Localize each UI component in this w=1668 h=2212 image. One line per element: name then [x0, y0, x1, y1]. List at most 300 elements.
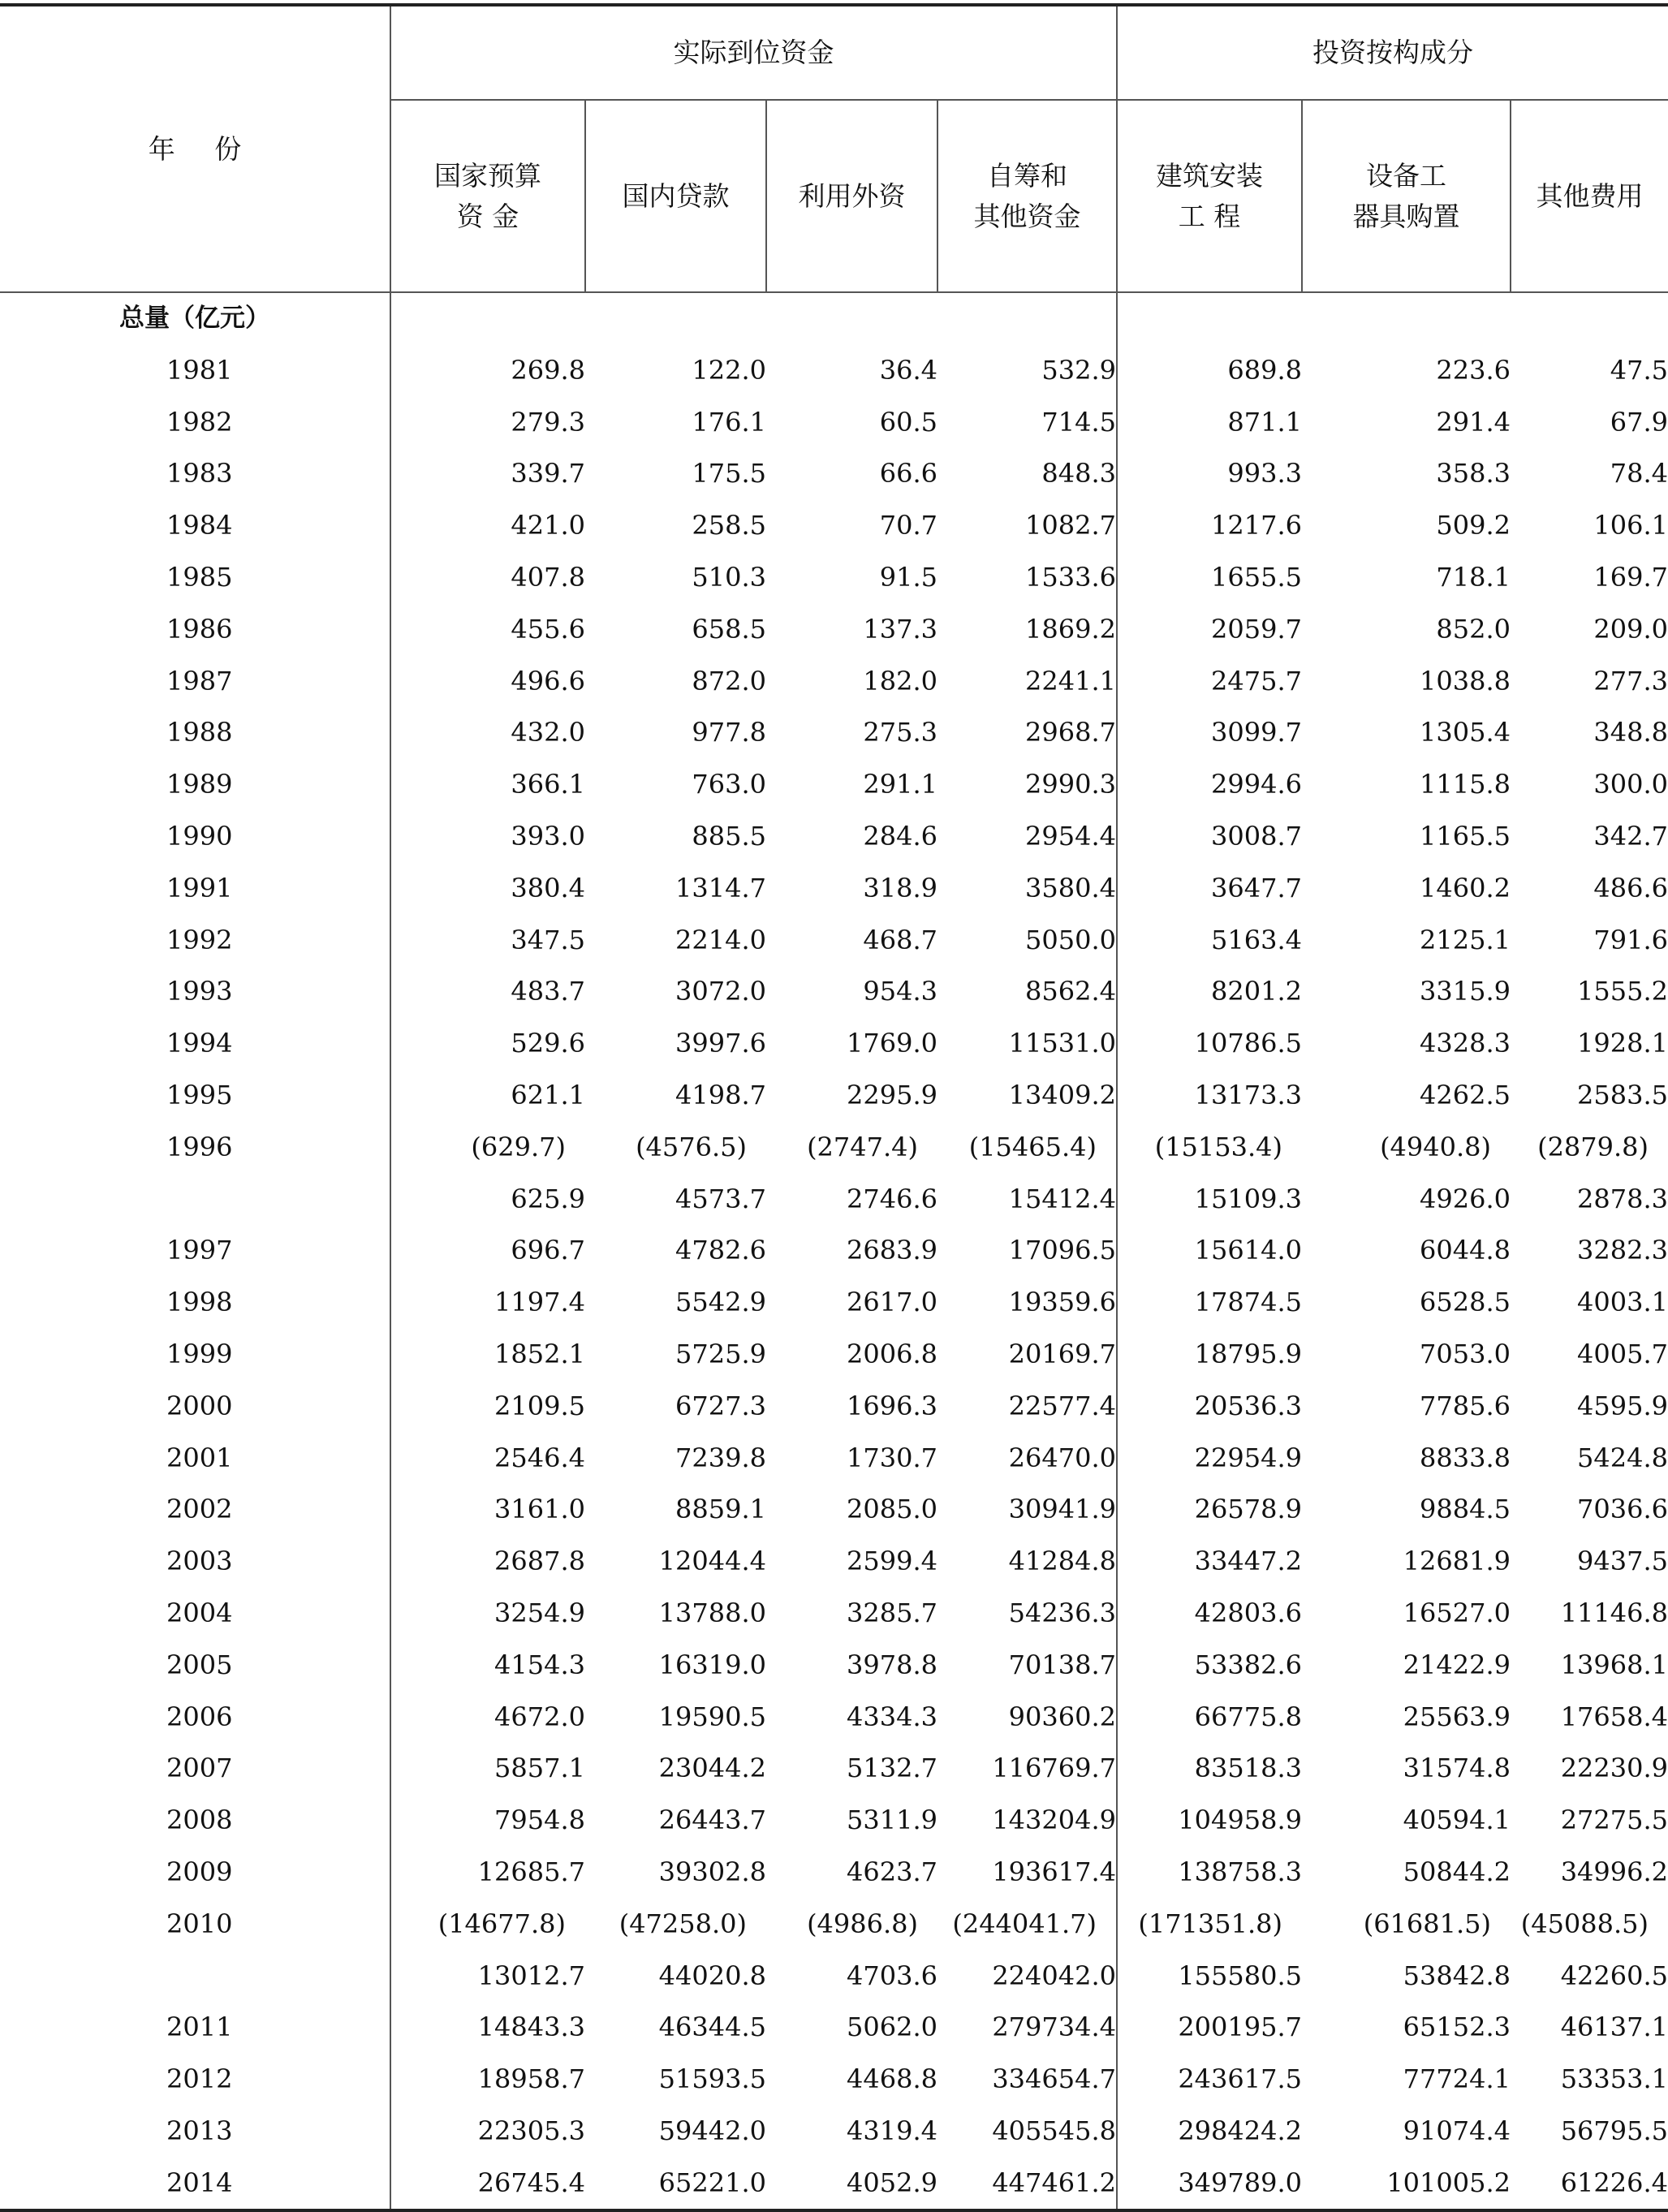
- other-costs-cell: 47.5: [1610, 354, 1668, 386]
- self-raised-other-cell: 143204.9: [992, 1805, 1116, 1836]
- other-costs-cell: 169.7: [1593, 561, 1668, 593]
- year-cell: 1981: [166, 354, 233, 386]
- construction-installation-cell: 8201.2: [1117, 966, 1302, 1018]
- table-row: [0, 811, 1668, 863]
- self-raised-other-cell: 17096.5: [1008, 1235, 1116, 1266]
- domestic-loans-cell: 7239.8: [675, 1442, 766, 1473]
- equipment-purchase-cell: 718.1: [1436, 561, 1511, 593]
- table-row: [0, 345, 1668, 397]
- table-row: [0, 604, 1668, 656]
- equipment-purchase-cell: (61681.5): [1363, 1908, 1491, 1939]
- other-costs-cell: 5424.8: [1577, 1442, 1668, 1473]
- foreign-investment-cell: 284.6: [863, 820, 937, 852]
- table-row: [0, 1070, 1668, 1122]
- state-budget-cell: 2546.4: [390, 1433, 585, 1485]
- self-raised-other-cell: 532.9: [1041, 354, 1116, 386]
- foreign-investment-cell: 5062.0: [847, 2011, 937, 2043]
- state-budget-cell: 13012.7: [390, 1951, 585, 2003]
- construction-installation-cell: 2059.7: [1117, 604, 1302, 656]
- construction-installation-cell: 3647.7: [1117, 863, 1302, 915]
- other-costs-cell: 67.9: [1610, 406, 1668, 438]
- year-cell: 2000: [166, 1390, 233, 1421]
- foreign-investment-cell: 1696.3: [847, 1390, 937, 1421]
- self-raised-other-cell: 1082.7: [1025, 510, 1116, 541]
- self-raised-other-cell: 3580.4: [1025, 872, 1116, 903]
- domestic-loans-cell: 2214.0: [675, 924, 766, 955]
- table-row: [0, 397, 1668, 449]
- column-header-line: 利用外资: [798, 179, 906, 212]
- other-costs-cell: 4003.1: [1577, 1287, 1668, 1318]
- other-costs-cell: 2878.3: [1577, 1183, 1668, 1214]
- foreign-investment-cell: 91.5: [879, 561, 937, 593]
- construction-installation-cell: 83518.3: [1117, 1743, 1302, 1795]
- construction-installation-cell: 1655.5: [1117, 552, 1302, 604]
- equipment-purchase-cell: 25563.9: [1403, 1701, 1511, 1732]
- domestic-loans-cell: 176.1: [692, 406, 766, 438]
- equipment-purchase-cell: 1115.8: [1420, 769, 1511, 800]
- state-budget-cell: 18958.7: [390, 2054, 585, 2106]
- domestic-loans-cell: 885.5: [692, 820, 766, 852]
- table-row: [0, 656, 1668, 708]
- equipment-purchase-cell: 1305.4: [1420, 717, 1511, 748]
- equipment-purchase-cell: 53842.8: [1403, 1960, 1511, 1991]
- table-row: [0, 1225, 1668, 1277]
- foreign-investment-cell: 2006.8: [847, 1338, 937, 1369]
- column-header-line: 工 程: [1178, 200, 1241, 232]
- year-column-header: 年 份: [0, 5, 390, 292]
- self-raised-other-cell: 26470.0: [1008, 1442, 1116, 1473]
- domestic-loans-cell: 8859.1: [675, 1494, 766, 1525]
- equipment-purchase-cell: 65152.3: [1403, 2011, 1511, 2043]
- domestic-loans-cell: 19590.5: [658, 1701, 766, 1732]
- equipment-purchase-cell: 291.4: [1436, 406, 1511, 438]
- year-cell: 1983: [166, 458, 233, 489]
- other-costs-cell: 486.6: [1593, 872, 1668, 903]
- self-raised-other-cell: 2990.3: [1025, 769, 1116, 800]
- year-cell: 1989: [166, 769, 233, 800]
- equipment-purchase-cell: 50844.2: [1403, 1856, 1511, 1887]
- investment-table: [0, 3, 1668, 2212]
- equipment-purchase-cell: (4940.8): [1380, 1131, 1491, 1162]
- state-budget-cell: 14843.3: [390, 2002, 585, 2054]
- other-costs-cell: 209.0: [1593, 613, 1668, 645]
- foreign-investment-cell: 2295.9: [847, 1079, 937, 1110]
- domestic-loans-cell: 5725.9: [675, 1338, 766, 1369]
- year-cell: 2004: [166, 1597, 233, 1628]
- other-costs-cell: (45088.5): [1520, 1908, 1649, 1939]
- construction-installation-column-header: [1117, 100, 1302, 292]
- year-cell: 1984: [166, 510, 233, 541]
- construction-installation-cell: 2475.7: [1117, 656, 1302, 708]
- year-cell: 2005: [166, 1649, 233, 1680]
- column-header-line: 其他资金: [973, 200, 1081, 232]
- other-costs-cell: 7036.6: [1577, 1494, 1668, 1525]
- other-costs-cell: 106.1: [1593, 510, 1668, 541]
- self-raised-other-cell: 41284.8: [1008, 1546, 1116, 1577]
- domestic-loans-cell: 3997.6: [675, 1028, 766, 1059]
- self-raised-other-cell: 193617.4: [992, 1856, 1116, 1887]
- self-raised-other-cell: 116769.7: [992, 1753, 1116, 1784]
- construction-installation-cell: 2994.6: [1117, 759, 1302, 811]
- column-header-line: 资 金: [456, 200, 519, 232]
- domestic-loans-cell: (47258.0): [618, 1908, 747, 1939]
- equipment-purchase-cell: 40594.1: [1403, 1805, 1511, 1836]
- table-header: [0, 5, 1668, 292]
- equipment-purchase-cell: 1460.2: [1420, 872, 1511, 903]
- equipment-purchase-column-header: [1302, 100, 1511, 292]
- year-cell: 2012: [166, 2063, 233, 2095]
- domestic-loans-cell: 175.5: [692, 458, 766, 489]
- table-row: [0, 1899, 1668, 1951]
- other-costs-cell: 4005.7: [1577, 1338, 1668, 1369]
- foreign-investment-cell: 182.0: [863, 665, 937, 696]
- state-budget-cell: 696.7: [390, 1225, 585, 1277]
- year-cell: 2010: [166, 1908, 233, 1939]
- foreign-investment-cell: 66.6: [879, 458, 937, 489]
- other-costs-cell: 4595.9: [1577, 1390, 1668, 1421]
- year-cell: 1990: [166, 820, 233, 852]
- foreign-investment-cell: 137.3: [863, 613, 937, 645]
- table-row: [0, 1743, 1668, 1795]
- self-raised-other-cell: 5050.0: [1025, 924, 1116, 955]
- state-budget-cell: 2109.5: [390, 1381, 585, 1433]
- self-raised-other-cell: 2968.7: [1025, 717, 1116, 748]
- foreign-investment-cell: 4703.6: [847, 1960, 937, 1991]
- table-row: [0, 1018, 1668, 1070]
- domestic-loans-cell: 6727.3: [675, 1390, 766, 1421]
- domestic-loans-cell: 23044.2: [658, 1753, 766, 1784]
- table-body: [0, 292, 1668, 2210]
- construction-installation-cell: 243617.5: [1117, 2054, 1302, 2106]
- foreign-investment-cell: 4468.8: [847, 2063, 937, 2095]
- domestic-loans-cell: 1314.7: [675, 872, 766, 903]
- foreign-investment-cell: 70.7: [879, 510, 937, 541]
- domestic-loans-cell: 658.5: [692, 613, 766, 645]
- domestic-loans-cell: 4782.6: [675, 1235, 766, 1266]
- table-row: [0, 2054, 1668, 2106]
- foreign-investment-cell: 954.3: [863, 976, 937, 1007]
- column-header-line: 国内贷款: [622, 179, 730, 212]
- foreign-investment-cell: (2747.4): [807, 1131, 918, 1162]
- state-budget-cell: 347.5: [390, 915, 585, 967]
- construction-installation-cell: 17874.5: [1117, 1277, 1302, 1329]
- section-row: [0, 292, 1668, 345]
- composition-group-header: 投资按构成分: [1117, 5, 1668, 100]
- other-costs-cell: 53353.1: [1560, 2063, 1668, 2095]
- self-raised-other-cell: 405545.8: [992, 2115, 1116, 2146]
- domestic-loans-cell: 16319.0: [658, 1649, 766, 1680]
- equipment-purchase-cell: 6528.5: [1420, 1287, 1511, 1318]
- foreign-investment-cell: 3285.7: [847, 1597, 937, 1628]
- table-row: [0, 1277, 1668, 1329]
- construction-installation-cell: 22954.9: [1117, 1433, 1302, 1485]
- domestic-loans-cell: 122.0: [692, 354, 766, 386]
- table-row: [0, 863, 1668, 915]
- self-raised-other-cell: 13409.2: [1008, 1079, 1116, 1110]
- state-budget-cell: 26745.4: [390, 2158, 585, 2211]
- other-costs-cell: 277.3: [1593, 665, 1668, 696]
- other-costs-cell: 42260.5: [1560, 1960, 1668, 1991]
- self-raised-other-cell: (15465.4): [968, 1131, 1097, 1162]
- domestic-loans-cell: 65221.0: [658, 2167, 766, 2198]
- year-cell: 1985: [166, 561, 233, 593]
- state-budget-cell: 4154.3: [390, 1640, 585, 1692]
- equipment-purchase-cell: 16527.0: [1403, 1597, 1511, 1628]
- foreign-investment-cell: 2683.9: [847, 1235, 937, 1266]
- domestic-loans-cell: 977.8: [692, 717, 766, 748]
- state-budget-cell: 5857.1: [390, 1743, 585, 1795]
- column-header-line: 设备工: [1366, 159, 1446, 192]
- table-row: [0, 1951, 1668, 2003]
- domestic-loans-cell: 4573.7: [675, 1183, 766, 1214]
- foreign-investment-cell: 318.9: [863, 872, 937, 903]
- domestic-loans-cell: 5542.9: [675, 1287, 766, 1318]
- year-cell: 2009: [166, 1856, 233, 1887]
- construction-installation-cell: 993.3: [1117, 448, 1302, 500]
- construction-installation-cell: 53382.6: [1117, 1640, 1302, 1692]
- foreign-investment-cell: 36.4: [879, 354, 937, 386]
- column-header-line: 其他费用: [1536, 179, 1644, 212]
- column-header-line: 自筹和: [987, 159, 1067, 192]
- table-row: [0, 1692, 1668, 1744]
- self-raised-other-cell: 54236.3: [1008, 1597, 1116, 1628]
- year-cell: [0, 1951, 390, 2003]
- self-raised-other-cell: 11531.0: [1008, 1028, 1116, 1059]
- state-budget-cell: 3161.0: [390, 1484, 585, 1536]
- table-row: [0, 2158, 1668, 2211]
- equipment-purchase-cell: 358.3: [1436, 458, 1511, 489]
- construction-installation-cell: 33447.2: [1117, 1536, 1302, 1588]
- domestic-loans-column-header: [585, 100, 766, 292]
- table-row: [0, 1795, 1668, 1847]
- domestic-loans-cell: 59442.0: [658, 2115, 766, 2146]
- domestic-loans-cell: 510.3: [692, 561, 766, 593]
- state-budget-cell: 366.1: [390, 759, 585, 811]
- year-cell: 1993: [166, 976, 233, 1007]
- foreign-investment-cell: 4623.7: [847, 1856, 937, 1887]
- equipment-purchase-cell: 1038.8: [1420, 665, 1511, 696]
- table-row: [0, 1174, 1668, 1226]
- domestic-loans-cell: 3072.0: [675, 976, 766, 1007]
- other-costs-cell: 22230.9: [1560, 1753, 1668, 1784]
- other-costs-cell: 11146.8: [1560, 1597, 1668, 1628]
- year-cell: 1986: [166, 613, 233, 645]
- table-row: [0, 966, 1668, 1018]
- state-budget-cell: 3254.9: [390, 1588, 585, 1640]
- state-budget-cell: 339.7: [390, 448, 585, 500]
- construction-installation-cell: 138758.3: [1117, 1847, 1302, 1899]
- construction-installation-cell: 298424.2: [1117, 2106, 1302, 2158]
- equipment-purchase-cell: 2125.1: [1420, 924, 1511, 955]
- equipment-purchase-cell: 101005.2: [1386, 2167, 1511, 2198]
- construction-installation-cell: 26578.9: [1117, 1484, 1302, 1536]
- other-costs-cell: 342.7: [1593, 820, 1668, 852]
- equipment-purchase-cell: 509.2: [1436, 510, 1511, 541]
- equipment-purchase-cell: 852.0: [1436, 613, 1511, 645]
- column-header-line: 国家预算: [434, 159, 541, 192]
- other-costs-cell: 78.4: [1610, 458, 1668, 489]
- self-raised-other-cell: 334654.7: [992, 2063, 1116, 2095]
- equipment-purchase-cell: 4328.3: [1420, 1028, 1511, 1059]
- other-costs-column-header: [1511, 100, 1668, 292]
- other-costs-cell: 2583.5: [1577, 1079, 1668, 1110]
- table-row: [0, 1536, 1668, 1588]
- foreign-investment-column-header: [766, 100, 937, 292]
- year-cell: 1996: [166, 1131, 233, 1162]
- equipment-purchase-cell: 91074.4: [1403, 2115, 1511, 2146]
- foreign-investment-cell: 4052.9: [847, 2167, 937, 2198]
- other-costs-cell: 1928.1: [1577, 1028, 1668, 1059]
- table-row: [0, 1329, 1668, 1381]
- year-cell: 2008: [166, 1805, 233, 1836]
- domestic-loans-cell: 13788.0: [658, 1597, 766, 1628]
- table-row: [0, 448, 1668, 500]
- year-cell: 2007: [166, 1753, 233, 1784]
- construction-installation-cell: 349789.0: [1117, 2158, 1302, 2211]
- equipment-purchase-cell: 8833.8: [1420, 1442, 1511, 1473]
- self-raised-other-cell: 447461.2: [992, 2167, 1116, 2198]
- year-cell: 2011: [166, 2011, 233, 2043]
- foreign-investment-cell: 468.7: [863, 924, 937, 955]
- column-header-line: 建筑安装: [1156, 159, 1263, 192]
- domestic-loans-cell: 258.5: [692, 510, 766, 541]
- self-raised-other-cell: 224042.0: [992, 1960, 1116, 1991]
- self-raised-other-cell: 1533.6: [1025, 561, 1116, 593]
- state-budget-cell: 4672.0: [390, 1692, 585, 1744]
- domestic-loans-cell: 46344.5: [658, 2011, 766, 2043]
- other-costs-cell: 17658.4: [1560, 1701, 1668, 1732]
- construction-installation-cell: 10786.5: [1117, 1018, 1302, 1070]
- self-raised-other-cell: 1869.2: [1025, 613, 1116, 645]
- table-row: [0, 500, 1668, 552]
- foreign-investment-cell: 275.3: [863, 717, 937, 748]
- table-row: [0, 915, 1668, 967]
- other-costs-cell: 56795.5: [1560, 2115, 1668, 2146]
- state-budget-cell: 455.6: [390, 604, 585, 656]
- table-row: [0, 1484, 1668, 1536]
- state-budget-cell: 380.4: [390, 863, 585, 915]
- construction-installation-cell: 3008.7: [1117, 811, 1302, 863]
- state-budget-cell: 621.1: [390, 1070, 585, 1122]
- year-cell: 1995: [166, 1079, 233, 1110]
- state-budget-cell: 407.8: [390, 552, 585, 604]
- foreign-investment-cell: 1730.7: [847, 1442, 937, 1473]
- foreign-investment-cell: 4334.3: [847, 1701, 937, 1732]
- construction-installation-cell: 1217.6: [1117, 500, 1302, 552]
- foreign-investment-cell: 1769.0: [847, 1028, 937, 1059]
- equipment-purchase-cell: 3315.9: [1420, 976, 1511, 1007]
- equipment-purchase-cell: 1165.5: [1420, 820, 1511, 852]
- year-cell: 2002: [166, 1494, 233, 1525]
- state-budget-cell: 529.6: [390, 1018, 585, 1070]
- equipment-purchase-cell: 7785.6: [1420, 1390, 1511, 1421]
- year-cell: 1982: [166, 406, 233, 438]
- self-raised-other-cell: 8562.4: [1025, 976, 1116, 1007]
- construction-installation-cell: 5163.4: [1117, 915, 1302, 967]
- equipment-purchase-cell: 4262.5: [1420, 1079, 1511, 1110]
- construction-installation-cell: 42803.6: [1117, 1588, 1302, 1640]
- year-cell: 1997: [166, 1235, 233, 1266]
- state-budget-cell: 7954.8: [390, 1795, 585, 1847]
- other-costs-cell: 1555.2: [1577, 976, 1668, 1007]
- other-costs-cell: 13968.1: [1560, 1649, 1668, 1680]
- year-cell: 1991: [166, 872, 233, 903]
- foreign-investment-cell: 2617.0: [847, 1287, 937, 1318]
- domestic-loans-cell: 4198.7: [675, 1079, 766, 1110]
- year-cell: 1994: [166, 1028, 233, 1059]
- foreign-investment-cell: 3978.8: [847, 1649, 937, 1680]
- foreign-investment-cell: 2599.4: [847, 1546, 937, 1577]
- table-row: [0, 1847, 1668, 1899]
- table-row: [0, 1122, 1668, 1174]
- self-raised-other-cell: 2954.4: [1025, 820, 1116, 852]
- year-cell: 2014: [166, 2167, 233, 2198]
- equipment-purchase-cell: 77724.1: [1403, 2063, 1511, 2095]
- self-raised-other-cell: 70138.7: [1008, 1649, 1116, 1680]
- other-costs-cell: 46137.1: [1560, 2011, 1668, 2043]
- construction-installation-cell: 15614.0: [1117, 1225, 1302, 1277]
- domestic-loans-cell: 872.0: [692, 665, 766, 696]
- construction-installation-cell: 13173.3: [1117, 1070, 1302, 1122]
- construction-installation-cell: (15153.4): [1117, 1122, 1302, 1174]
- other-costs-cell: 300.0: [1593, 769, 1668, 800]
- self-raised-other-cell: 714.5: [1041, 406, 1116, 438]
- domestic-loans-cell: (4576.5): [636, 1131, 747, 1162]
- construction-installation-cell: 155580.5: [1117, 1951, 1302, 2003]
- other-costs-cell: 348.8: [1593, 717, 1668, 748]
- table-row: [0, 1433, 1668, 1485]
- year-cell: 2001: [166, 1442, 233, 1473]
- year-cell: 1999: [166, 1338, 233, 1369]
- year-cell: 1987: [166, 665, 233, 696]
- foreign-investment-cell: 2085.0: [847, 1494, 937, 1525]
- foreign-investment-cell: 60.5: [879, 406, 937, 438]
- year-cell: 2003: [166, 1546, 233, 1577]
- funding-group-header: 实际到位资金: [390, 5, 1117, 100]
- self-raised-other-cell: 15412.4: [1008, 1183, 1116, 1214]
- state-budget-cell: 496.6: [390, 656, 585, 708]
- table-row: [0, 2002, 1668, 2054]
- foreign-investment-cell: 4319.4: [847, 2115, 937, 2146]
- state-budget-cell: 279.3: [390, 397, 585, 449]
- equipment-purchase-cell: 21422.9: [1403, 1649, 1511, 1680]
- self-raised-other-column-header: [937, 100, 1117, 292]
- construction-installation-cell: 689.8: [1117, 345, 1302, 397]
- other-costs-cell: 27275.5: [1560, 1805, 1668, 1836]
- domestic-loans-cell: 26443.7: [658, 1805, 766, 1836]
- state-budget-cell: (14677.8): [390, 1899, 585, 1951]
- state-budget-column-header: [390, 100, 585, 292]
- domestic-loans-cell: 763.0: [692, 769, 766, 800]
- equipment-purchase-cell: 31574.8: [1403, 1753, 1511, 1784]
- table-row: [0, 1640, 1668, 1692]
- construction-installation-cell: 104958.9: [1117, 1795, 1302, 1847]
- domestic-loans-cell: 51593.5: [658, 2063, 766, 2095]
- foreign-investment-cell: 291.1: [863, 769, 937, 800]
- other-costs-cell: 61226.4: [1560, 2167, 1668, 2198]
- self-raised-other-cell: 20169.7: [1008, 1338, 1116, 1369]
- table-row: [0, 707, 1668, 759]
- other-costs-cell: 9437.5: [1577, 1546, 1668, 1577]
- foreign-investment-cell: 2746.6: [847, 1183, 937, 1214]
- column-header-line: 器具购置: [1352, 200, 1460, 232]
- equipment-purchase-cell: 6044.8: [1420, 1235, 1511, 1266]
- construction-installation-cell: 15109.3: [1117, 1174, 1302, 1226]
- year-cell: 1998: [166, 1287, 233, 1318]
- other-costs-cell: 34996.2: [1560, 1856, 1668, 1887]
- state-budget-cell: 12685.7: [390, 1847, 585, 1899]
- domestic-loans-cell: 44020.8: [658, 1960, 766, 1991]
